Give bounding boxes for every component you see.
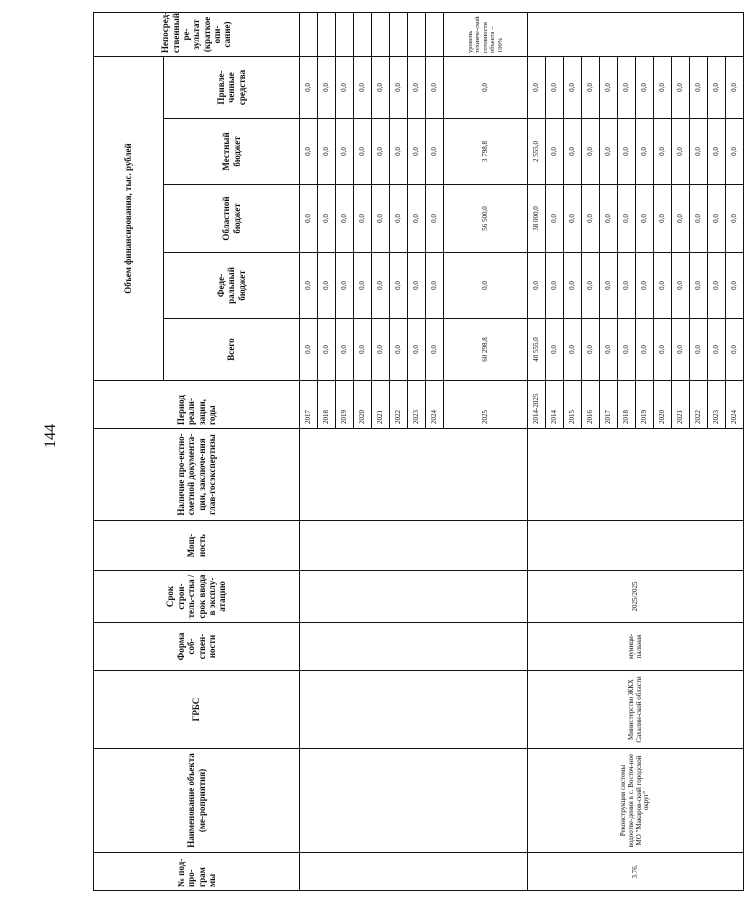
cell-regional: 38 000,0: [528, 185, 546, 253]
cell-period: 2019: [636, 381, 654, 429]
cell-attracted: 0,0: [408, 56, 426, 118]
cell-period: 2023: [708, 381, 726, 429]
cell-num-prev: [300, 853, 528, 891]
cell-period: 2014-2025: [528, 381, 546, 429]
cell-federal: 0,0: [528, 253, 546, 319]
cell-term-prev: [300, 571, 528, 623]
cell-attracted: 0,0: [618, 56, 636, 118]
cell-total: 0,0: [426, 319, 444, 381]
cell-object-name: Реконструкция системы водоотве-дения в с. Восточ-ное МО "Макаров-ский городской округ": [528, 749, 744, 853]
header-result: Непосред-ственный ре-зультат (краткое опи-сание): [94, 12, 300, 56]
cell-attracted: 0,0: [390, 56, 408, 118]
cell-period: 2021: [372, 381, 390, 429]
cell-period: 2020: [354, 381, 372, 429]
cell-federal: 0,0: [444, 253, 528, 319]
cell-attracted: 0,0: [318, 56, 336, 118]
cell-total: 0,0: [708, 319, 726, 381]
cell-total: 0,0: [636, 319, 654, 381]
cell-result: [528, 12, 744, 56]
cell-name-prev: [300, 749, 528, 853]
cell-local: 0,0: [654, 119, 672, 185]
cell-total: 0,0: [618, 319, 636, 381]
cell-regional: 0,0: [372, 185, 390, 253]
cell-local: 0,0: [600, 119, 618, 185]
cell-term: 2025/2025: [528, 571, 744, 623]
cell-period: 2020: [654, 381, 672, 429]
cell-local: 0,0: [618, 119, 636, 185]
cell-regional: 0,0: [708, 185, 726, 253]
cell-regional: 0,0: [654, 185, 672, 253]
cell-federal: 0,0: [318, 253, 336, 319]
cell-federal: 0,0: [636, 253, 654, 319]
cell-total: 0,0: [582, 319, 600, 381]
cell-total: 0,0: [354, 319, 372, 381]
cell-local: 0,0: [726, 119, 744, 185]
cell-federal: 0,0: [546, 253, 564, 319]
rotated-table-container: [93, 11, 738, 891]
header-period: Период реали-зации, годы: [94, 381, 300, 429]
cell-attracted: 0,0: [600, 56, 618, 118]
cell-regional: 0,0: [336, 185, 354, 253]
cell-federal: 0,0: [726, 253, 744, 319]
cell-total: 0,0: [654, 319, 672, 381]
cell-local: 0,0: [564, 119, 582, 185]
header-psd: Наличие про-ектно-сметной документа-ции, заключе-ния глав-госэкспертизы: [94, 429, 300, 521]
cell-num: 3.76.: [528, 853, 744, 891]
cell-regional: 56 500,0: [444, 185, 528, 253]
cell-attracted: 0,0: [708, 56, 726, 118]
cell-grbs-prev: [300, 671, 528, 749]
cell-federal: 0,0: [672, 253, 690, 319]
cell-federal: 0,0: [408, 253, 426, 319]
cell-federal: 0,0: [600, 253, 618, 319]
cell-psd: [528, 429, 744, 521]
cell-attracted: 0,0: [336, 56, 354, 118]
cell-period: 2024: [726, 381, 744, 429]
cell-attracted: 0,0: [528, 56, 546, 118]
cell-regional: 0,0: [672, 185, 690, 253]
cell-attracted: 0,0: [654, 56, 672, 118]
cell-regional: 0,0: [582, 185, 600, 253]
cell-regional: 0,0: [318, 185, 336, 253]
cell-federal: 0,0: [690, 253, 708, 319]
cell-regional: 0,0: [426, 185, 444, 253]
cell-total: 0,0: [408, 319, 426, 381]
cell-total: 0,0: [372, 319, 390, 381]
cell-attracted: 0,0: [300, 56, 318, 118]
cell-local: 0,0: [318, 119, 336, 185]
cell-attracted: 0,0: [372, 56, 390, 118]
cell-federal: 0,0: [564, 253, 582, 319]
cell-attracted: 0,0: [582, 56, 600, 118]
cell-total: 60 298,8: [444, 319, 528, 381]
cell-local: 2 555,0: [528, 119, 546, 185]
cell-total: 0,0: [600, 319, 618, 381]
financing-table: [93, 12, 744, 891]
cell-local: 0,0: [372, 119, 390, 185]
cell-result-empty: [336, 12, 354, 56]
cell-regional: 0,0: [390, 185, 408, 253]
cell-attracted: 0,0: [690, 56, 708, 118]
cell-regional: 0,0: [408, 185, 426, 253]
cell-local: 0,0: [408, 119, 426, 185]
cell-total: 0,0: [690, 319, 708, 381]
cell-period: 2022: [390, 381, 408, 429]
header-num: № под-про-грам мы: [94, 853, 300, 891]
cell-period: 2019: [336, 381, 354, 429]
cell-regional: 0,0: [300, 185, 318, 253]
header-financing: Объем финансирования, тыс. рублей: [94, 56, 164, 380]
header-federal: Феде-ральный бюджет: [164, 253, 300, 319]
cell-attracted: 0,0: [354, 56, 372, 118]
header-local: Местный бюджет: [164, 119, 300, 185]
header-regional: Областной бюджет: [164, 185, 300, 253]
cell-psd-prev: [300, 429, 528, 521]
cell-regional: 0,0: [726, 185, 744, 253]
header-ownership: Форма соб-ствен-ности: [94, 623, 300, 671]
cell-attracted: 0,0: [546, 56, 564, 118]
cell-federal: 0,0: [426, 253, 444, 319]
cell-result-empty: [318, 12, 336, 56]
cell-result: уровень техниче-ской готовности объекта – 100%: [444, 12, 528, 56]
cell-attracted: 0,0: [636, 56, 654, 118]
cell-federal: 0,0: [336, 253, 354, 319]
header-term: Срок строи-тель-ства / срок ввода в эксплу-атацию: [94, 571, 300, 623]
cell-period: 2022: [690, 381, 708, 429]
cell-attracted: 0,0: [564, 56, 582, 118]
cell-period: 2015: [564, 381, 582, 429]
cell-result-empty: [372, 12, 390, 56]
cell-period: 2017: [300, 381, 318, 429]
cell-total: 0,0: [336, 319, 354, 381]
cell-period: 2018: [318, 381, 336, 429]
cell-attracted: 0,0: [726, 56, 744, 118]
cell-federal: 0,0: [390, 253, 408, 319]
cell-regional: 0,0: [618, 185, 636, 253]
cell-local: 0,0: [354, 119, 372, 185]
cell-period: 2023: [408, 381, 426, 429]
cell-local: 0,0: [690, 119, 708, 185]
cell-local: 0,0: [390, 119, 408, 185]
header-total: Всего: [164, 319, 300, 381]
cell-total: 0,0: [390, 319, 408, 381]
cell-regional: 0,0: [546, 185, 564, 253]
header-attracted: Привле-ченные средства: [164, 56, 300, 118]
cell-period: 2025: [444, 381, 528, 429]
cell-federal: 0,0: [618, 253, 636, 319]
cell-capacity: [528, 521, 744, 571]
cell-result-empty: [300, 12, 318, 56]
cell-regional: 0,0: [636, 185, 654, 253]
cell-grbs: Министерство ЖКХ Сахалин-ской области: [528, 671, 744, 749]
cell-local: 3 798,8: [444, 119, 528, 185]
cell-ownership-prev: [300, 623, 528, 671]
cell-attracted: 0,0: [426, 56, 444, 118]
cell-attracted: 0,0: [672, 56, 690, 118]
cell-period: 2018: [618, 381, 636, 429]
header-capacity: Мощ-ность: [94, 521, 300, 571]
cell-local: 0,0: [336, 119, 354, 185]
cell-federal: 0,0: [372, 253, 390, 319]
cell-total: 0,0: [546, 319, 564, 381]
cell-total: 0,0: [726, 319, 744, 381]
cell-period: 2016: [582, 381, 600, 429]
cell-federal: 0,0: [708, 253, 726, 319]
cell-capacity-prev: [300, 521, 528, 571]
cell-federal: 0,0: [654, 253, 672, 319]
cell-local: 0,0: [708, 119, 726, 185]
cell-local: 0,0: [546, 119, 564, 185]
page-number: 144: [42, 424, 59, 448]
cell-local: 0,0: [426, 119, 444, 185]
cell-period: 2017: [600, 381, 618, 429]
cell-attracted: 0,0: [444, 56, 528, 118]
cell-result-empty: [354, 12, 372, 56]
cell-local: 0,0: [300, 119, 318, 185]
cell-total: 0,0: [318, 319, 336, 381]
cell-regional: 0,0: [564, 185, 582, 253]
cell-local: 0,0: [636, 119, 654, 185]
header-grbs: ГРБС: [94, 671, 300, 749]
cell-total: 40 555,0: [528, 319, 546, 381]
header-name: Наименование объекта (ме-роприятия): [94, 749, 300, 853]
cell-federal: 0,0: [354, 253, 372, 319]
cell-result-empty: [426, 12, 444, 56]
cell-regional: 0,0: [690, 185, 708, 253]
cell-period: 2021: [672, 381, 690, 429]
cell-regional: 0,0: [354, 185, 372, 253]
cell-local: 0,0: [672, 119, 690, 185]
cell-result-empty: [390, 12, 408, 56]
cell-ownership: муници-пальная: [528, 623, 744, 671]
cell-total: 0,0: [300, 319, 318, 381]
cell-regional: 0,0: [600, 185, 618, 253]
cell-federal: 0,0: [582, 253, 600, 319]
cell-local: 0,0: [582, 119, 600, 185]
cell-total: 0,0: [564, 319, 582, 381]
cell-federal: 0,0: [300, 253, 318, 319]
cell-result-empty: [408, 12, 426, 56]
cell-period: 2014: [546, 381, 564, 429]
cell-period: 2024: [426, 381, 444, 429]
cell-total: 0,0: [672, 319, 690, 381]
